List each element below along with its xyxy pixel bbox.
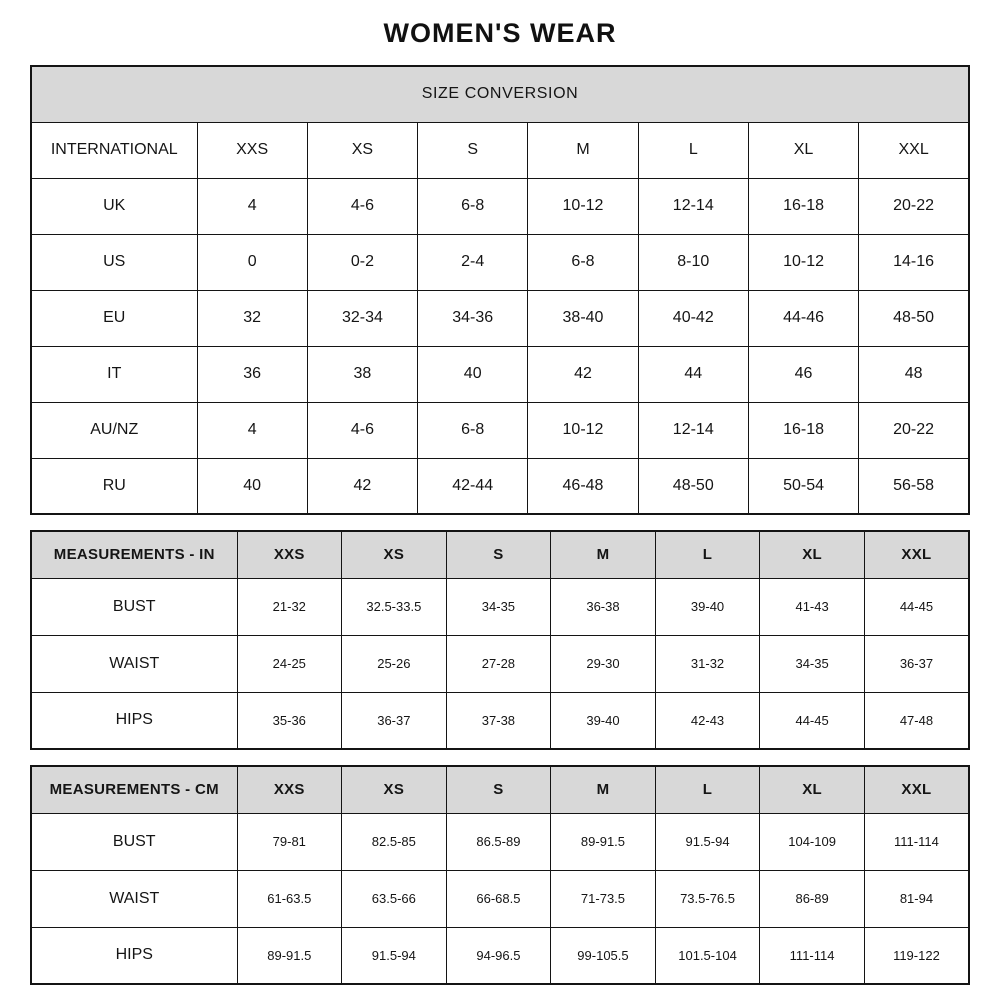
- measure-cell: 71-73.5: [551, 870, 656, 927]
- column-header: M: [551, 766, 656, 813]
- size-cell: 4-6: [307, 402, 417, 458]
- table-row: [31, 290, 969, 346]
- size-cell: 10-12: [528, 178, 638, 234]
- size-cell: 46: [748, 346, 858, 402]
- table-row: [31, 692, 969, 749]
- column-header: INTERNATIONAL: [31, 122, 197, 178]
- table-row: [31, 927, 969, 984]
- measure-cell: 34-35: [760, 635, 865, 692]
- size-cell: 20-22: [859, 402, 969, 458]
- size-conversion-table: [30, 65, 970, 515]
- measure-cell: 61-63.5: [237, 870, 342, 927]
- measure-cell: 47-48: [864, 692, 969, 749]
- measure-cell: 36-37: [342, 692, 447, 749]
- column-header: S: [446, 766, 551, 813]
- column-header: XS: [342, 531, 447, 578]
- size-cell: 42: [307, 458, 417, 514]
- size-cell: 32: [197, 290, 307, 346]
- measure-cell: 35-36: [237, 692, 342, 749]
- measure-cell: 66-68.5: [446, 870, 551, 927]
- size-cell: 44-46: [748, 290, 858, 346]
- size-cell: 48: [859, 346, 969, 402]
- size-cell: 20-22: [859, 178, 969, 234]
- measure-cell: 104-109: [760, 813, 865, 870]
- row-label: US: [31, 234, 197, 290]
- column-header: XXL: [864, 766, 969, 813]
- measure-cell: 39-40: [655, 578, 760, 635]
- table-header-row: [31, 766, 969, 813]
- size-cell: 8-10: [638, 234, 748, 290]
- size-cell: 10-12: [528, 402, 638, 458]
- measure-cell: 89-91.5: [551, 813, 656, 870]
- measure-cell: 42-43: [655, 692, 760, 749]
- measure-cell: 27-28: [446, 635, 551, 692]
- measure-cell: 36-37: [864, 635, 969, 692]
- measure-cell: 73.5-76.5: [655, 870, 760, 927]
- table-row: [31, 402, 969, 458]
- measure-cell: 25-26: [342, 635, 447, 692]
- measure-cell: 24-25: [237, 635, 342, 692]
- measure-cell: 91.5-94: [342, 927, 447, 984]
- column-header: XXS: [197, 122, 307, 178]
- column-header: M: [528, 122, 638, 178]
- size-cell: 56-58: [859, 458, 969, 514]
- table-title: MEASUREMENTS - CM: [31, 766, 237, 813]
- measure-cell: 31-32: [655, 635, 760, 692]
- row-label: IT: [31, 346, 197, 402]
- size-cell: 42-44: [418, 458, 528, 514]
- table-header-row: [31, 531, 969, 578]
- size-cell: 14-16: [859, 234, 969, 290]
- size-cell: 40-42: [638, 290, 748, 346]
- measure-cell: 36-38: [551, 578, 656, 635]
- size-cell: 4-6: [307, 178, 417, 234]
- measure-cell: 86.5-89: [446, 813, 551, 870]
- measure-cell: 89-91.5: [237, 927, 342, 984]
- column-header: XXS: [237, 766, 342, 813]
- column-header: L: [655, 766, 760, 813]
- table-title: MEASUREMENTS - IN: [31, 531, 237, 578]
- measure-cell: 44-45: [760, 692, 865, 749]
- row-label: HIPS: [31, 927, 237, 984]
- size-cell: 40: [197, 458, 307, 514]
- column-header: XL: [760, 766, 865, 813]
- column-header: XL: [748, 122, 858, 178]
- size-cell: 2-4: [418, 234, 528, 290]
- size-cell: 12-14: [638, 402, 748, 458]
- size-cell: 0-2: [307, 234, 417, 290]
- size-cell: 48-50: [638, 458, 748, 514]
- row-label: RU: [31, 458, 197, 514]
- column-header: S: [418, 122, 528, 178]
- column-header: S: [446, 531, 551, 578]
- size-cell: 50-54: [748, 458, 858, 514]
- measure-cell: 63.5-66: [342, 870, 447, 927]
- measure-cell: 21-32: [237, 578, 342, 635]
- size-cell: 34-36: [418, 290, 528, 346]
- measure-cell: 29-30: [551, 635, 656, 692]
- row-label: WAIST: [31, 870, 237, 927]
- size-cell: 44: [638, 346, 748, 402]
- measure-cell: 39-40: [551, 692, 656, 749]
- table-row: [31, 122, 969, 178]
- column-header: L: [638, 122, 748, 178]
- measurements-cm-table: [30, 765, 970, 985]
- measure-cell: 119-122: [864, 927, 969, 984]
- measure-cell: 99-105.5: [551, 927, 656, 984]
- size-cell: 32-34: [307, 290, 417, 346]
- table-row: [31, 234, 969, 290]
- size-cell: 12-14: [638, 178, 748, 234]
- size-cell: 38-40: [528, 290, 638, 346]
- row-label: AU/NZ: [31, 402, 197, 458]
- size-cell: 6-8: [418, 402, 528, 458]
- table-row: [31, 635, 969, 692]
- measure-cell: 101.5-104: [655, 927, 760, 984]
- measure-cell: 91.5-94: [655, 813, 760, 870]
- size-cell: 42: [528, 346, 638, 402]
- column-header: XL: [760, 531, 865, 578]
- size-cell: 16-18: [748, 402, 858, 458]
- size-cell: 48-50: [859, 290, 969, 346]
- measure-cell: 94-96.5: [446, 927, 551, 984]
- size-cell: 16-18: [748, 178, 858, 234]
- size-cell: 4: [197, 178, 307, 234]
- measure-cell: 44-45: [864, 578, 969, 635]
- size-cell: 36: [197, 346, 307, 402]
- table-row: [31, 578, 969, 635]
- column-header: M: [551, 531, 656, 578]
- table-row: [31, 870, 969, 927]
- column-header: XXL: [859, 122, 969, 178]
- row-label: BUST: [31, 578, 237, 635]
- column-header: L: [655, 531, 760, 578]
- measurements-in-table: [30, 530, 970, 750]
- row-label: EU: [31, 290, 197, 346]
- table-row: [31, 458, 969, 514]
- row-label: BUST: [31, 813, 237, 870]
- table-banner-row: [31, 66, 969, 122]
- page-title: WOMEN'S WEAR: [383, 18, 617, 48]
- row-label: UK: [31, 178, 197, 234]
- column-header: XS: [307, 122, 417, 178]
- size-cell: 6-8: [528, 234, 638, 290]
- size-cell: 6-8: [418, 178, 528, 234]
- column-header: XXL: [864, 531, 969, 578]
- measure-cell: 81-94: [864, 870, 969, 927]
- measure-cell: 79-81: [237, 813, 342, 870]
- measure-cell: 34-35: [446, 578, 551, 635]
- size-cell: 10-12: [748, 234, 858, 290]
- column-header: XXS: [237, 531, 342, 578]
- measure-cell: 111-114: [864, 813, 969, 870]
- size-conversion-header: SIZE CONVERSION: [31, 66, 969, 122]
- size-cell: 40: [418, 346, 528, 402]
- row-label: WAIST: [31, 635, 237, 692]
- size-cell: 4: [197, 402, 307, 458]
- measure-cell: 41-43: [760, 578, 865, 635]
- measure-cell: 82.5-85: [342, 813, 447, 870]
- row-label: HIPS: [31, 692, 237, 749]
- table-row: [31, 178, 969, 234]
- size-cell: 0: [197, 234, 307, 290]
- column-header: XS: [342, 766, 447, 813]
- table-row: [31, 813, 969, 870]
- measure-cell: 111-114: [760, 927, 865, 984]
- size-cell: 38: [307, 346, 417, 402]
- size-cell: 46-48: [528, 458, 638, 514]
- measure-cell: 32.5-33.5: [342, 578, 447, 635]
- table-row: [31, 346, 969, 402]
- measure-cell: 37-38: [446, 692, 551, 749]
- measure-cell: 86-89: [760, 870, 865, 927]
